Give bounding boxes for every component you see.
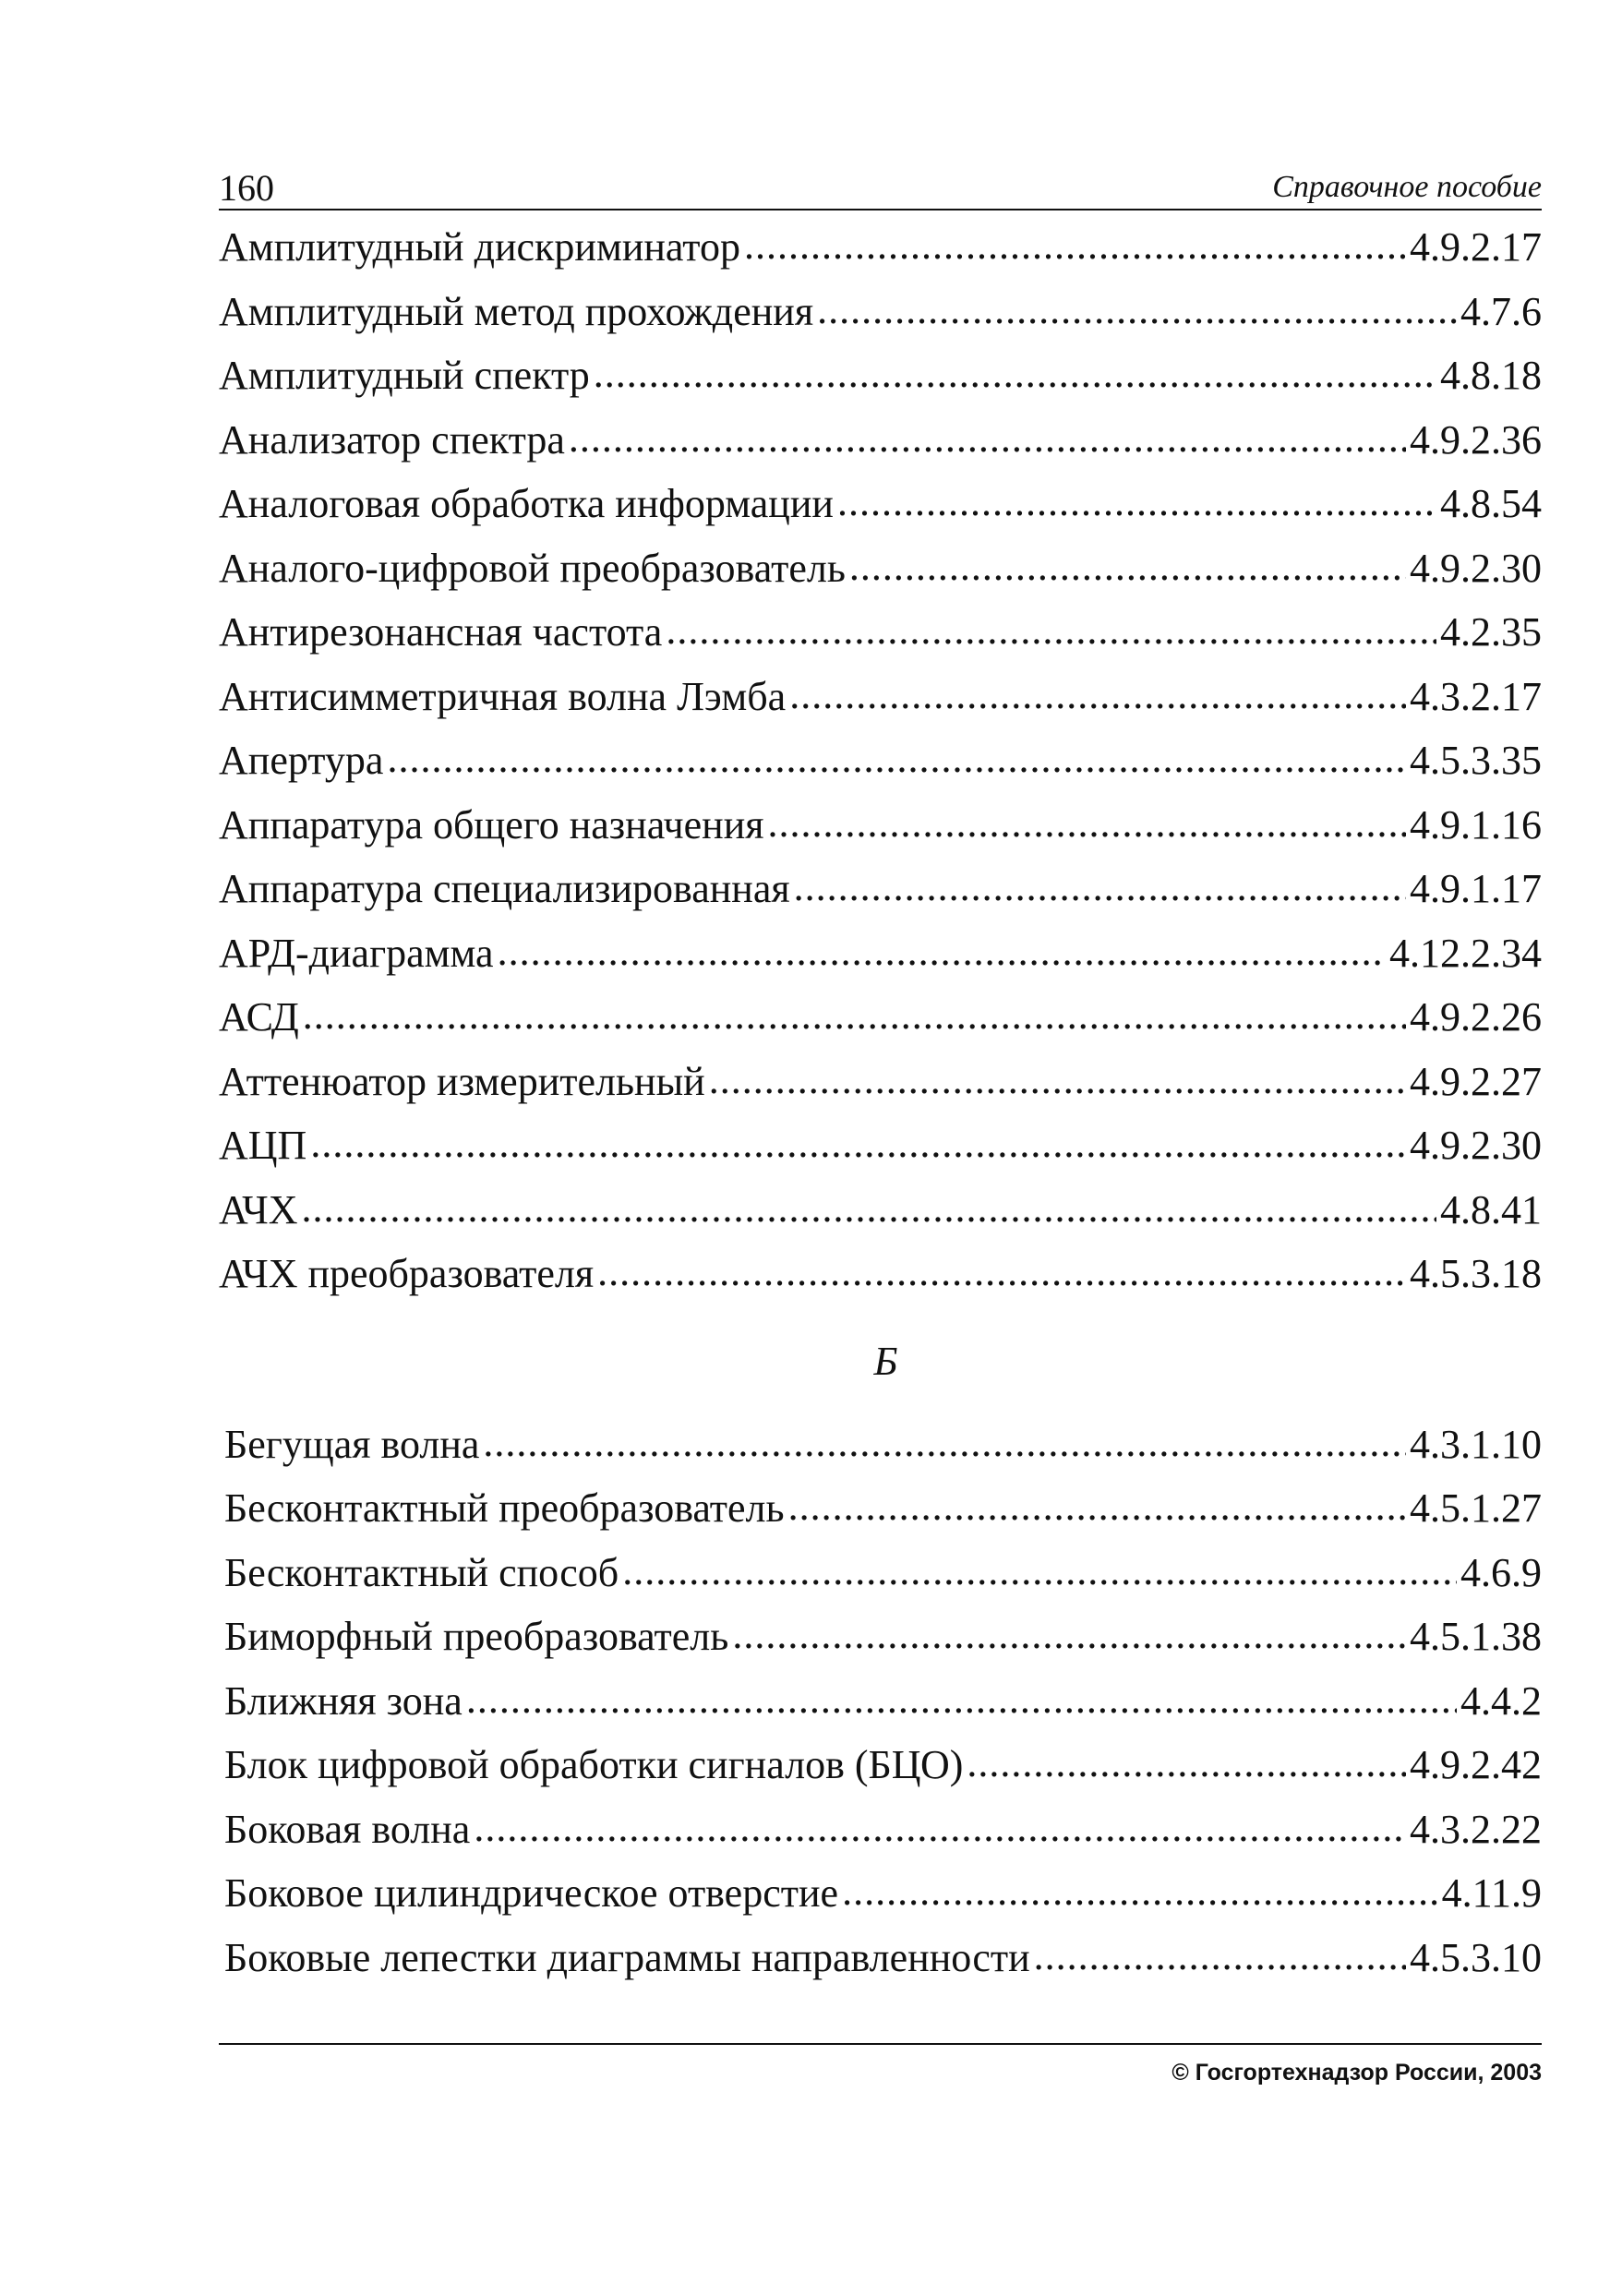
index-entry	[219, 665, 1542, 729]
index-reference: 4.5.3.35	[1410, 738, 1542, 783]
index-entry	[224, 1797, 1542, 1862]
dot-leader	[849, 535, 1406, 599]
index-entry	[219, 857, 1542, 921]
copyright-notice: © Госгортехнадзор России, 2003	[1171, 2060, 1542, 2086]
index-term: Анализатор спектра	[219, 416, 565, 463]
dot-leader	[709, 1048, 1406, 1112]
index-reference: 4.3.2.22	[1410, 1806, 1542, 1852]
index-term: Антисимметричная волна Лэмба	[219, 673, 787, 719]
index-reference: 4.9.2.27	[1410, 1058, 1542, 1104]
index-reference: 4.3.2.17	[1410, 673, 1542, 719]
index-reference: 4.6.9	[1460, 1549, 1542, 1595]
index-term: АСД	[219, 994, 299, 1040]
index-entry	[219, 280, 1542, 344]
dot-leader	[498, 920, 1386, 984]
dot-leader	[789, 663, 1406, 727]
index-reference: 4.9.2.30	[1410, 545, 1542, 591]
index-entry	[224, 1733, 1542, 1797]
dot-leader	[744, 213, 1406, 278]
index-page	[219, 155, 1542, 1989]
index-entry	[219, 343, 1542, 408]
index-reference: 4.8.18	[1440, 353, 1542, 398]
dot-leader	[303, 983, 1406, 1048]
index-term: Боковая волна	[224, 1806, 471, 1852]
page-footer	[219, 2043, 1542, 2086]
index-term: Бесконтактный преобразователь	[224, 1485, 785, 1531]
index-entry	[224, 1412, 1542, 1477]
index-entry	[224, 1861, 1542, 1926]
index-term: Аппаратура специализированная	[219, 866, 790, 911]
index-term: Блок цифровой обработки сигналов (БЦО)	[224, 1742, 964, 1787]
dot-leader	[1034, 1924, 1406, 1989]
index-entry	[224, 1926, 1542, 1990]
index-entry	[219, 215, 1542, 280]
dot-leader	[597, 1240, 1406, 1304]
dot-leader	[767, 791, 1406, 856]
index-term: Апертура	[219, 738, 384, 783]
dot-leader	[474, 1796, 1406, 1860]
dot-leader	[466, 1667, 1457, 1732]
index-term: Ближняя зона	[224, 1677, 463, 1724]
dot-leader	[837, 470, 1436, 535]
index-entry	[224, 1605, 1542, 1669]
index-entry	[219, 793, 1542, 858]
dot-leader	[310, 1112, 1406, 1176]
index-reference: 4.4.2	[1460, 1677, 1542, 1724]
index-reference: 4.5.3.10	[1410, 1934, 1542, 1980]
index-reference: 4.7.6	[1460, 288, 1542, 334]
index-reference: 4.9.1.17	[1410, 866, 1542, 911]
index-reference: 4.12.2.34	[1389, 930, 1542, 976]
dot-leader	[817, 278, 1457, 343]
index-section-b	[224, 1412, 1542, 1990]
index-reference: 4.9.2.36	[1410, 416, 1542, 463]
dot-leader	[732, 1603, 1406, 1667]
index-reference: 4.9.2.42	[1410, 1742, 1542, 1787]
dot-leader	[301, 1176, 1436, 1241]
index-reference: 4.9.1.16	[1410, 801, 1542, 847]
dot-leader	[842, 1859, 1438, 1924]
index-term: Амплитудный спектр	[219, 353, 590, 398]
dot-leader	[483, 1411, 1406, 1475]
index-entry	[224, 1669, 1542, 1734]
index-entry	[219, 1113, 1542, 1178]
page-number: 160	[219, 167, 274, 209]
running-title: Справочное пособие	[1272, 170, 1542, 204]
index-term: Аналого-цифровой преобразователь	[219, 545, 846, 591]
index-term: АЦП	[219, 1123, 307, 1168]
index-term: Аналоговая обработка информации	[219, 481, 834, 526]
index-reference: 4.9.2.26	[1410, 994, 1542, 1040]
dot-leader	[387, 727, 1406, 791]
index-entry	[219, 921, 1542, 986]
index-entry	[224, 1476, 1542, 1541]
index-entry	[219, 600, 1542, 665]
dot-leader	[569, 406, 1406, 471]
index-entry	[219, 728, 1542, 793]
dot-leader	[594, 342, 1436, 406]
dot-leader	[794, 855, 1406, 920]
index-reference: 4.5.1.38	[1410, 1614, 1542, 1659]
index-reference: 4.5.3.18	[1410, 1251, 1542, 1296]
index-term: Боковые лепестки диаграммы направленности	[224, 1934, 1030, 1980]
index-entry	[219, 472, 1542, 536]
index-entry	[219, 1178, 1542, 1243]
page-header	[219, 155, 1542, 210]
index-entry	[219, 1242, 1542, 1306]
index-reference: 4.5.1.27	[1410, 1485, 1542, 1531]
index-entry	[219, 408, 1542, 473]
index-entry	[219, 536, 1542, 601]
index-term: Аттенюатор измерительный	[219, 1058, 705, 1104]
index-section-a	[219, 215, 1542, 1306]
index-entry	[219, 985, 1542, 1050]
index-reference: 4.3.1.10	[1410, 1421, 1542, 1467]
index-term: Бегущая волна	[224, 1421, 480, 1467]
index-reference: 4.9.2.30	[1410, 1123, 1542, 1168]
index-entry	[219, 1050, 1542, 1114]
index-term: АРД-диаграмма	[219, 930, 494, 976]
dot-leader	[967, 1731, 1406, 1796]
index-term: Амплитудный дискриминатор	[219, 224, 740, 270]
dot-leader	[622, 1539, 1457, 1604]
index-reference: 4.2.35	[1440, 609, 1542, 655]
index-term: Антирезонансная частота	[219, 609, 663, 655]
index-term: АЧХ преобразователя	[219, 1251, 595, 1296]
dot-leader	[666, 598, 1436, 663]
section-letter-b: Б	[873, 1338, 898, 1384]
index-reference: 4.11.9	[1441, 1870, 1542, 1916]
index-reference: 4.8.41	[1440, 1186, 1542, 1232]
index-term: Амплитудный метод прохождения	[219, 288, 814, 334]
index-entry	[224, 1541, 1542, 1605]
dot-leader	[788, 1474, 1406, 1539]
index-term: АЧХ	[219, 1186, 298, 1232]
index-reference: 4.9.2.17	[1410, 224, 1542, 270]
index-term: Бесконтактный способ	[224, 1549, 619, 1595]
index-reference: 4.8.54	[1440, 481, 1542, 526]
index-term: Аппаратура общего назначения	[219, 801, 764, 847]
index-term: Биморфный преобразователь	[224, 1614, 729, 1659]
index-term: Боковое цилиндрическое отверстие	[224, 1870, 839, 1916]
